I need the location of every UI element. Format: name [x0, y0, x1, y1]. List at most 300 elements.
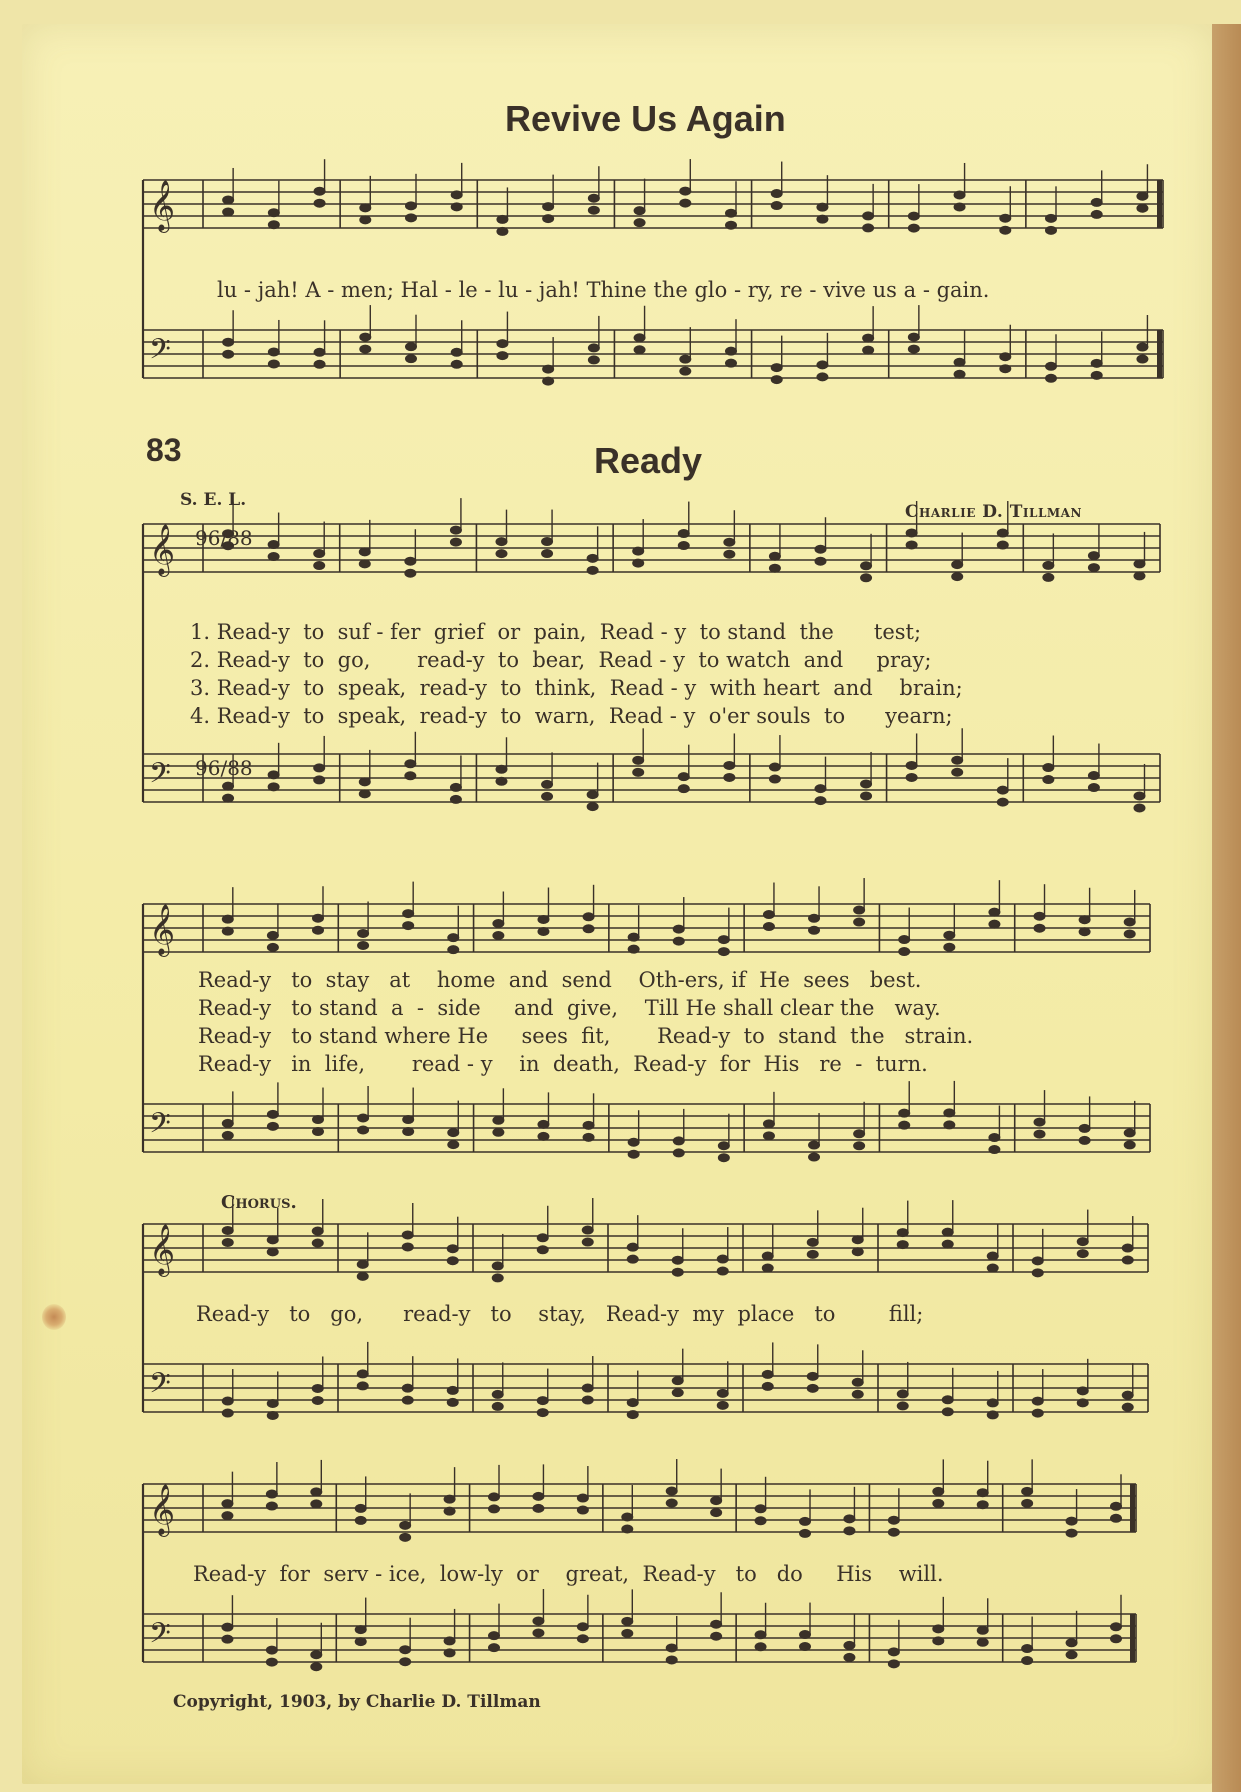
bass-clef-icon: 𝄢: [149, 1367, 171, 1407]
notehead: [632, 756, 644, 765]
notehead: [359, 333, 371, 342]
notehead: [1021, 1499, 1033, 1508]
notehead: [807, 1238, 819, 1247]
notehead: [402, 909, 414, 918]
bass-clef-icon: 𝄢: [149, 1617, 171, 1657]
notehead: [860, 791, 872, 800]
notehead: [710, 1632, 722, 1641]
notehead: [450, 795, 462, 804]
notehead: [357, 1272, 369, 1281]
notehead: [762, 1252, 774, 1261]
notehead: [888, 1528, 900, 1537]
notehead: [860, 561, 872, 570]
notehead: [577, 1506, 589, 1515]
notehead: [1032, 1397, 1044, 1406]
notehead: [355, 1516, 367, 1525]
notehead: [954, 190, 966, 199]
notehead: [725, 209, 737, 218]
notehead: [717, 1267, 729, 1276]
notehead: [488, 1631, 500, 1640]
notehead: [399, 1521, 411, 1530]
notehead: [312, 926, 324, 935]
notehead: [357, 1369, 369, 1378]
notehead: [710, 1496, 722, 1505]
notehead: [492, 1128, 504, 1137]
notehead: [1034, 912, 1046, 921]
verse-line: 2. Read-y to go, read-y to bear, Read - y to watch and pray;: [190, 648, 932, 672]
notehead: [402, 1396, 414, 1405]
notehead: [634, 218, 646, 227]
notehead: [943, 1120, 955, 1129]
notehead: [495, 777, 507, 786]
notehead: [1045, 226, 1057, 235]
notehead: [679, 367, 691, 376]
notehead: [673, 937, 685, 946]
notehead: [1077, 1237, 1089, 1246]
notehead: [222, 927, 234, 936]
notehead: [621, 1525, 633, 1534]
notehead: [399, 1533, 411, 1542]
notehead: [718, 1153, 730, 1162]
notehead: [450, 783, 462, 792]
notehead: [1079, 915, 1091, 924]
notehead: [314, 199, 326, 208]
notehead: [853, 1129, 865, 1138]
notehead: [314, 360, 326, 369]
notehead: [763, 910, 775, 919]
bass-clef-icon: 𝄢: [149, 1107, 171, 1147]
notehead: [954, 202, 966, 211]
notehead: [450, 526, 462, 535]
treble-clef-icon: 𝄞: [149, 1224, 176, 1275]
notehead: [402, 1242, 414, 1251]
notehead: [314, 348, 326, 357]
notehead: [268, 552, 280, 561]
notehead: [943, 1108, 955, 1117]
notehead: [222, 338, 234, 347]
notehead: [357, 1381, 369, 1390]
notehead: [405, 201, 417, 210]
notehead: [723, 761, 735, 770]
notehead: [357, 1126, 369, 1135]
notehead: [621, 1513, 633, 1522]
notehead: [267, 1110, 279, 1119]
verse-line: 3. Read-y to speak, read-y to think, Read - y with heart and brain;: [190, 676, 963, 700]
notehead: [405, 354, 417, 363]
notehead: [632, 547, 644, 556]
notehead: [359, 547, 371, 556]
copyright-notice: Copyright, 1903, by Charlie D. Tillman: [173, 1692, 541, 1712]
notehead: [496, 215, 508, 224]
notehead: [673, 1148, 685, 1157]
notehead: [1124, 1140, 1136, 1149]
notehead: [862, 346, 874, 355]
notehead: [444, 1648, 456, 1657]
notehead: [862, 211, 874, 220]
notehead: [488, 1492, 500, 1501]
notehead: [814, 545, 826, 554]
treble-clef-icon: 𝄞: [149, 1484, 176, 1535]
notehead: [718, 935, 730, 944]
notehead: [532, 1504, 544, 1513]
notehead: [672, 1376, 684, 1385]
notehead: [816, 360, 828, 369]
notehead: [723, 550, 735, 559]
notehead: [942, 1240, 954, 1249]
chorus-label: Chorus.: [221, 1192, 297, 1213]
notehead: [268, 770, 280, 779]
notehead: [843, 1526, 855, 1535]
notehead: [267, 1122, 279, 1131]
notehead: [888, 1659, 900, 1668]
notehead: [755, 1504, 767, 1513]
notehead: [807, 1372, 819, 1381]
notehead: [542, 365, 554, 374]
notehead: [1066, 1638, 1078, 1647]
notehead: [678, 784, 690, 793]
time-signature: 96/88: [195, 756, 253, 780]
notehead: [541, 537, 553, 546]
notehead: [897, 1240, 909, 1249]
notehead: [816, 215, 828, 224]
notehead: [634, 333, 646, 342]
notehead: [312, 1227, 324, 1236]
chorus-line: Read-y to go, read-y to stay, Read-y my place to fill;: [196, 1302, 924, 1326]
notehead: [673, 1136, 685, 1145]
notehead: [221, 1511, 233, 1520]
notehead: [843, 1641, 855, 1650]
notehead: [678, 541, 690, 550]
notehead: [1034, 1130, 1046, 1139]
notehead: [222, 207, 234, 216]
notehead: [763, 922, 775, 931]
notehead: [755, 1642, 767, 1651]
notehead: [404, 557, 416, 566]
notehead: [762, 1382, 774, 1391]
notehead: [222, 1131, 234, 1140]
notehead: [906, 540, 918, 549]
notehead: [588, 343, 600, 352]
notehead: [769, 763, 781, 772]
notehead: [673, 925, 685, 934]
notehead: [313, 763, 325, 772]
notehead: [1091, 210, 1103, 219]
notehead: [987, 1252, 999, 1261]
notehead: [267, 1399, 279, 1408]
notehead: [852, 1235, 864, 1244]
notehead: [906, 761, 918, 770]
notehead: [359, 215, 371, 224]
notehead: [1124, 929, 1136, 938]
notehead: [807, 1250, 819, 1259]
notehead: [542, 214, 554, 223]
notehead: [447, 945, 459, 954]
notehead: [1091, 371, 1103, 380]
hymn-number: 83: [146, 432, 182, 468]
notehead: [1122, 1403, 1134, 1412]
notehead: [582, 1384, 594, 1393]
notehead: [862, 334, 874, 343]
notehead: [1136, 343, 1148, 352]
notehead: [444, 1507, 456, 1516]
notehead: [1110, 1514, 1122, 1523]
notehead: [1066, 1529, 1078, 1538]
notehead: [496, 227, 508, 236]
notehead: [763, 1119, 775, 1128]
notehead: [496, 339, 508, 348]
notehead: [814, 557, 826, 566]
notehead: [951, 768, 963, 777]
notehead: [672, 1256, 684, 1265]
notehead: [222, 1238, 234, 1247]
notehead: [771, 363, 783, 372]
notehead: [1122, 1256, 1134, 1265]
notehead: [495, 549, 507, 558]
notehead: [621, 1617, 633, 1626]
notehead: [1133, 791, 1145, 800]
notehead: [621, 1629, 633, 1638]
notehead: [906, 773, 918, 782]
notehead: [808, 926, 820, 935]
notehead: [582, 1226, 594, 1235]
notehead: [943, 931, 955, 940]
notehead: [951, 560, 963, 569]
notehead: [447, 1256, 459, 1265]
notehead: [860, 573, 872, 582]
notehead: [627, 1410, 639, 1419]
notehead: [1079, 1124, 1091, 1133]
notehead: [542, 377, 554, 386]
verse-line: Read-y to stand a - side and give, Till He shall clear the way.: [198, 996, 941, 1020]
notehead: [1079, 1136, 1091, 1145]
notehead: [987, 1264, 999, 1273]
notehead: [310, 1499, 322, 1508]
final-barline: [1157, 180, 1162, 228]
notehead: [588, 206, 600, 215]
notehead: [222, 915, 234, 924]
notehead: [987, 1410, 999, 1419]
chorus-line: Read-y for serv - ice, low-ly or great, Read-y to do His will.: [193, 1562, 944, 1586]
notehead: [762, 1264, 774, 1273]
notehead: [1066, 1650, 1078, 1659]
verse-line: 4. Read-y to speak, read-y to warn, Read - y o'er souls to yearn;: [190, 704, 953, 728]
notehead: [1045, 362, 1057, 371]
notehead: [402, 1115, 414, 1124]
notehead: [357, 941, 369, 950]
notehead: [852, 1247, 864, 1256]
notehead: [221, 1499, 233, 1508]
notehead: [266, 1646, 278, 1655]
notehead: [359, 345, 371, 354]
notehead: [807, 1384, 819, 1393]
notehead: [666, 1655, 678, 1664]
final-barline: [1130, 1614, 1135, 1662]
notehead: [627, 1255, 639, 1264]
verse-line: Read-y to stand where He sees fit, Read-y to stand the strain.: [198, 1024, 974, 1048]
verse-line: 1. Read-y to suf - fer grief or pain, Read - y to stand the test;: [190, 620, 922, 644]
notehead: [268, 782, 280, 791]
notehead: [583, 924, 595, 933]
notehead: [314, 187, 326, 196]
notehead: [997, 786, 1009, 795]
notehead: [1136, 192, 1148, 201]
notehead: [1091, 359, 1103, 368]
notehead: [771, 201, 783, 210]
notehead: [718, 1141, 730, 1150]
notehead: [583, 1121, 595, 1130]
notehead: [977, 1626, 989, 1635]
notehead: [532, 1616, 544, 1625]
time-signature: 96/88: [195, 526, 253, 550]
notehead: [666, 1487, 678, 1496]
notehead: [771, 375, 783, 384]
notehead: [537, 915, 549, 924]
notehead: [402, 921, 414, 930]
notehead: [222, 1226, 234, 1235]
notehead: [1034, 1118, 1046, 1127]
notehead: [537, 927, 549, 936]
treble-clef-icon: 𝄞: [149, 180, 176, 231]
notehead: [808, 914, 820, 923]
notehead: [588, 355, 600, 364]
notehead: [628, 1138, 640, 1147]
notehead: [1091, 198, 1103, 207]
notehead: [942, 1395, 954, 1404]
notehead: [1122, 1391, 1134, 1400]
notehead: [860, 779, 872, 788]
notehead: [222, 1397, 234, 1406]
notehead: [853, 906, 865, 915]
notehead: [221, 1635, 233, 1644]
notehead: [404, 759, 416, 768]
treble-clef-icon: 𝄞: [149, 524, 176, 575]
notehead: [267, 1235, 279, 1244]
notehead: [1133, 559, 1145, 568]
notehead: [447, 1386, 459, 1395]
notehead: [222, 782, 234, 791]
notehead: [587, 802, 599, 811]
notehead: [222, 350, 234, 359]
notehead: [451, 202, 463, 211]
notehead: [488, 1643, 500, 1652]
notehead: [496, 351, 508, 360]
notehead: [814, 796, 826, 805]
notehead: [267, 931, 279, 940]
notehead: [444, 1495, 456, 1504]
notehead: [1034, 924, 1046, 933]
notehead: [628, 1150, 640, 1159]
notehead: [932, 1624, 944, 1633]
notehead: [997, 529, 1009, 538]
notehead: [898, 1109, 910, 1118]
notehead: [853, 918, 865, 927]
notehead: [762, 1370, 774, 1379]
notehead: [1079, 927, 1091, 936]
notehead: [451, 190, 463, 199]
notehead: [816, 203, 828, 212]
notehead: [852, 1390, 864, 1399]
notehead: [492, 931, 504, 940]
notehead: [898, 947, 910, 956]
notehead: [906, 528, 918, 537]
notehead: [537, 1396, 549, 1405]
notehead: [582, 1238, 594, 1247]
notehead: [628, 933, 640, 942]
notehead: [897, 1389, 909, 1398]
notehead: [267, 1247, 279, 1256]
notehead: [450, 538, 462, 547]
notehead: [1133, 571, 1145, 580]
notehead: [997, 798, 1009, 807]
notehead: [399, 1645, 411, 1654]
notehead: [717, 1401, 729, 1410]
notehead: [898, 1121, 910, 1130]
notehead: [852, 1378, 864, 1387]
notehead: [951, 572, 963, 581]
notehead: [932, 1487, 944, 1496]
notehead: [799, 1642, 811, 1651]
notehead: [672, 1388, 684, 1397]
notehead: [954, 370, 966, 379]
notehead: [1077, 1249, 1089, 1258]
notehead: [451, 360, 463, 369]
notehead: [444, 1636, 456, 1645]
notehead: [1133, 803, 1145, 812]
notehead: [583, 912, 595, 921]
notehead: [808, 1141, 820, 1150]
notehead: [634, 206, 646, 215]
notehead: [492, 1390, 504, 1399]
notehead: [1032, 1268, 1044, 1277]
notehead: [1021, 1656, 1033, 1665]
verse-line: Read-y to stay at home and send Oth-ers, if He sees best.: [198, 968, 922, 992]
notehead: [447, 1398, 459, 1407]
notehead: [718, 947, 730, 956]
notehead: [313, 561, 325, 570]
notehead: [843, 1653, 855, 1662]
notehead: [221, 1623, 233, 1632]
notehead: [988, 1145, 1000, 1154]
notehead: [717, 1255, 729, 1264]
notehead: [1110, 1502, 1122, 1511]
notehead: [672, 1268, 684, 1277]
notehead: [310, 1662, 322, 1671]
notehead: [1088, 771, 1100, 780]
notehead: [816, 372, 828, 381]
notehead: [310, 1650, 322, 1659]
notehead: [587, 790, 599, 799]
notehead: [999, 364, 1011, 373]
notehead: [447, 933, 459, 942]
hymn-title-ready: Ready: [594, 440, 703, 481]
notehead: [357, 1260, 369, 1269]
notehead: [977, 1638, 989, 1647]
notehead: [577, 1494, 589, 1503]
notehead: [532, 1628, 544, 1637]
notehead: [492, 1273, 504, 1282]
verse-line: Read-y in life, read - y in death, Read-y for His re - turn.: [198, 1052, 928, 1076]
notehead: [447, 1128, 459, 1137]
notehead: [678, 529, 690, 538]
notehead: [1088, 551, 1100, 560]
notehead: [1124, 917, 1136, 926]
notehead: [725, 221, 737, 230]
notehead: [1110, 1622, 1122, 1631]
notehead: [537, 1120, 549, 1129]
notehead: [862, 223, 874, 232]
notehead: [222, 195, 234, 204]
notehead: [763, 1131, 775, 1140]
